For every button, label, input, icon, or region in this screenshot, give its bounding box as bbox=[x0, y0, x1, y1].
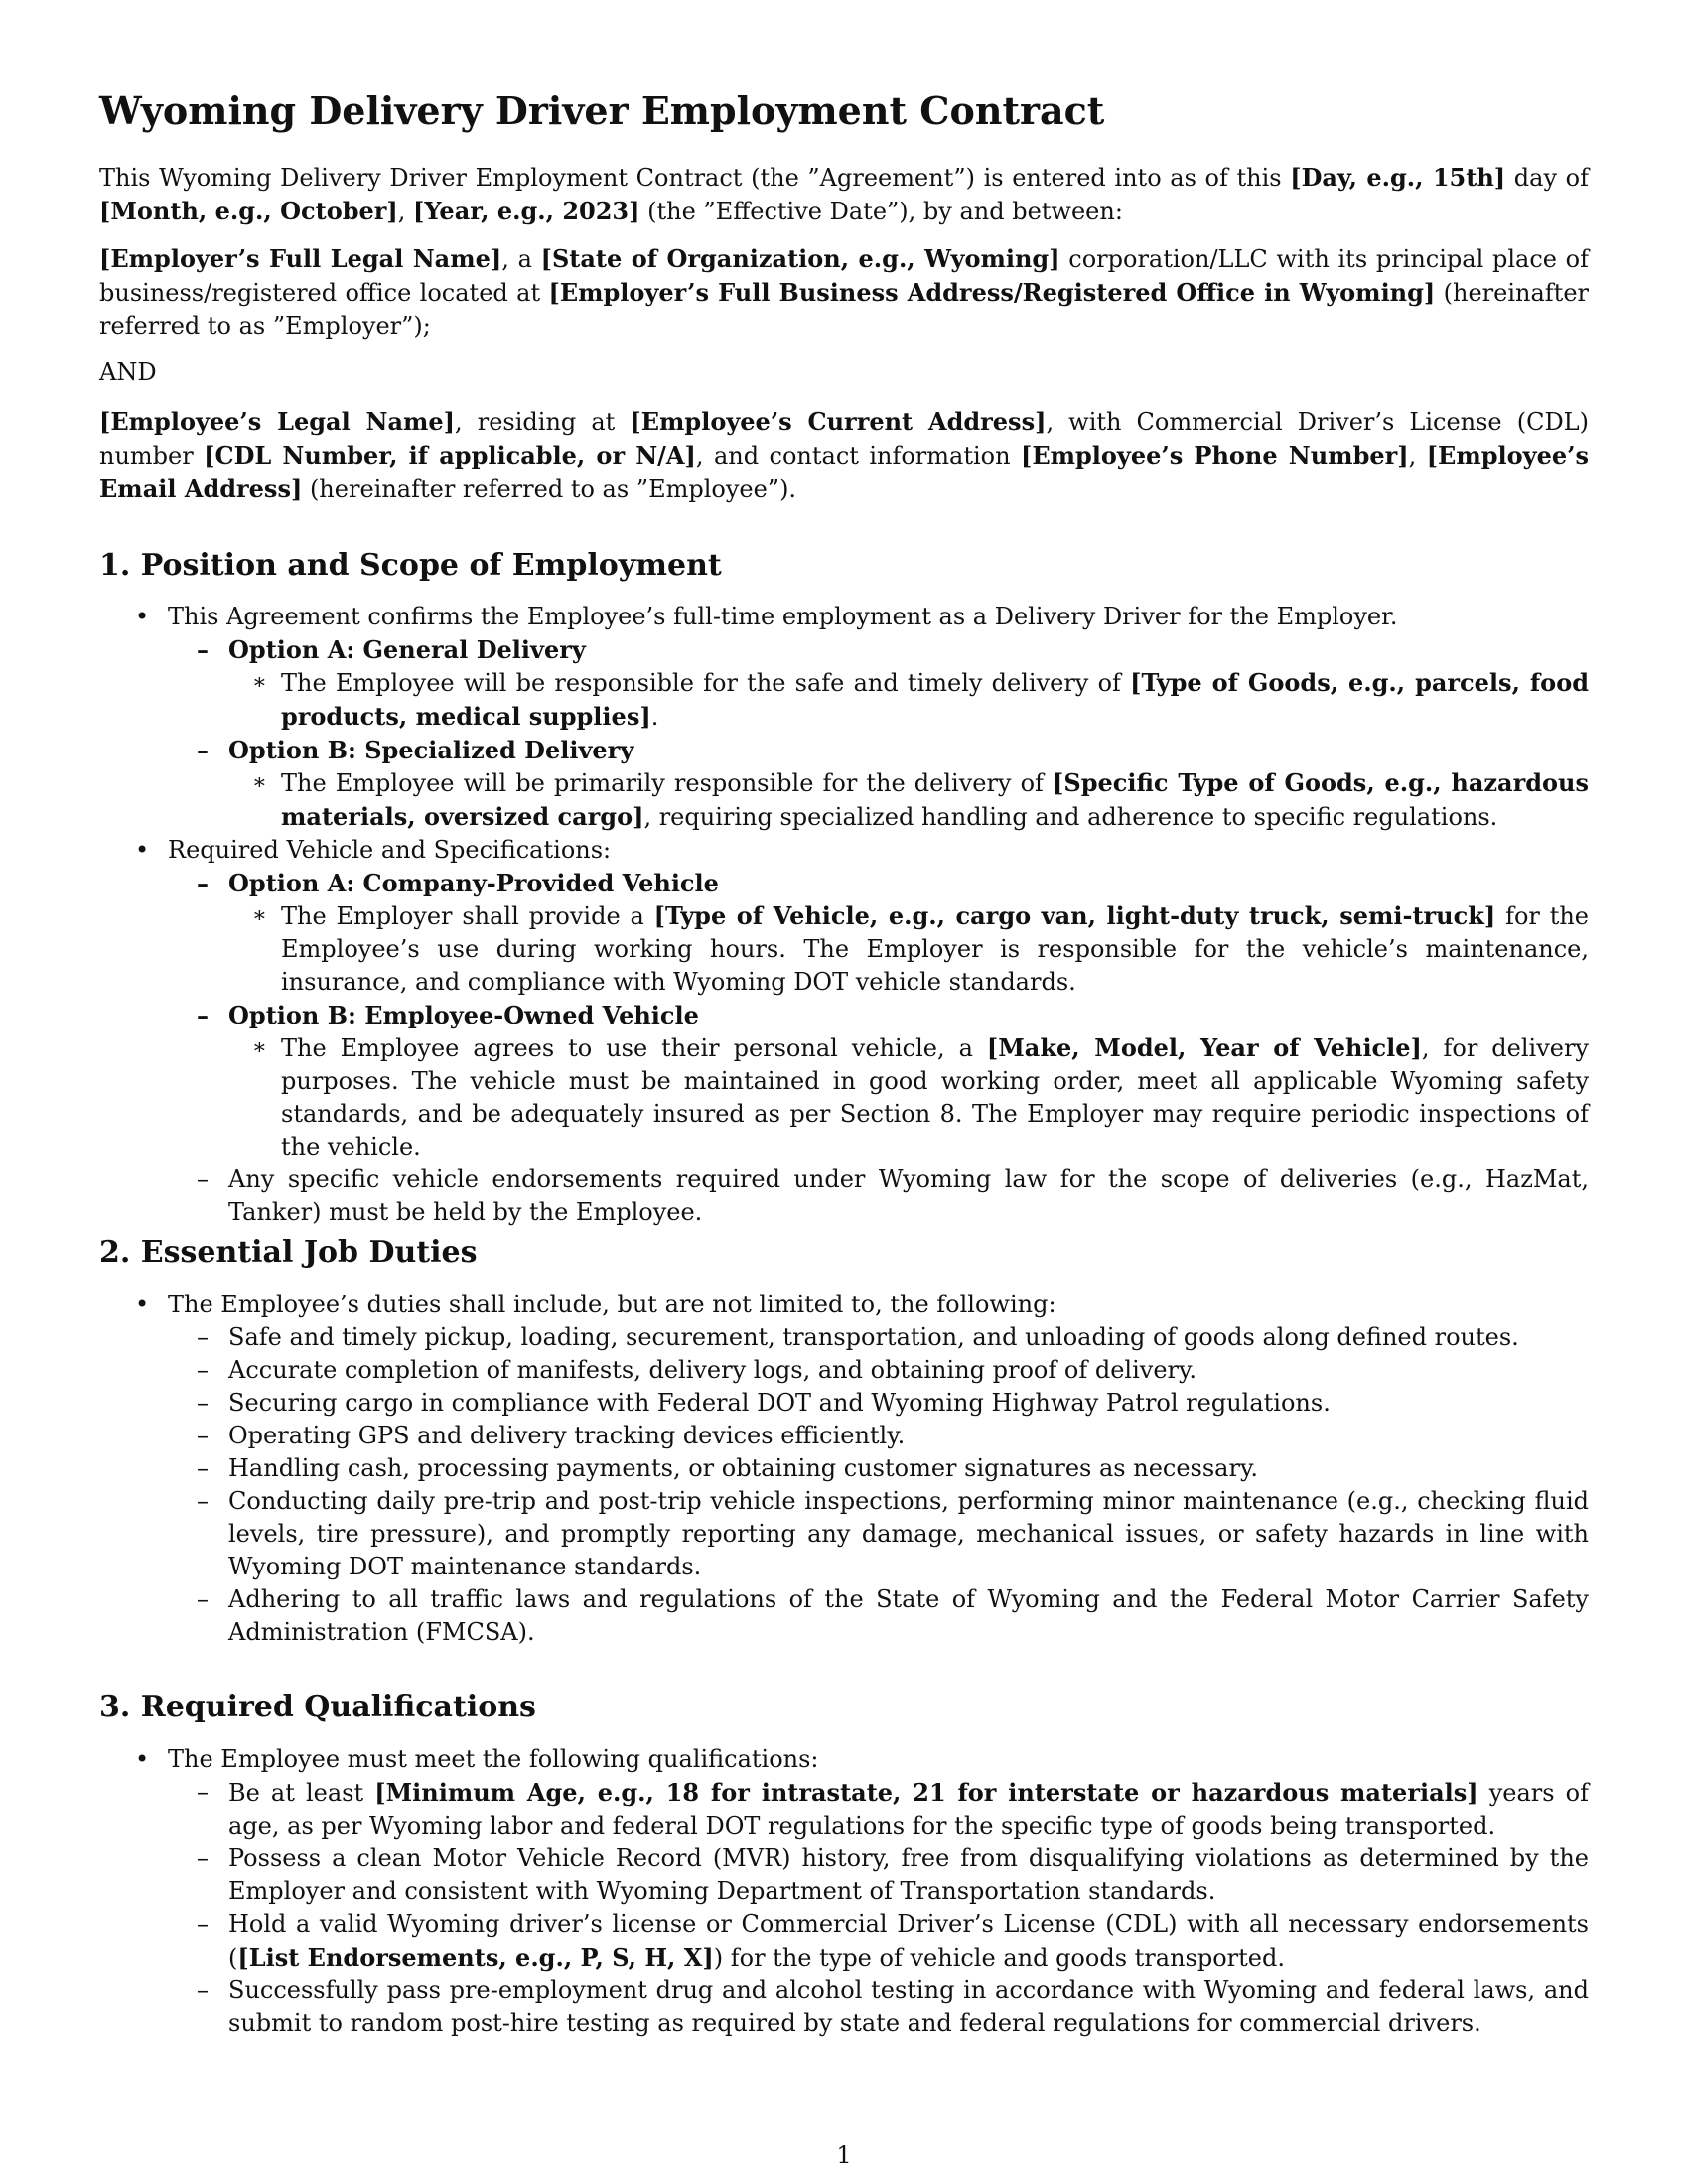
employee-address-field: [Employee’s Current Address] bbox=[630, 407, 1047, 436]
dash-marker: – bbox=[197, 1356, 209, 1384]
intro-paragraph-employee: [Employee’s Legal Name], residing at [Employee’s Current Address], with Commercial Driver’s License (CDL) number [CDL Number, if applicable, or N/A], and contact information [Employee’s Phone Number], [Employee’s Email Address] (hereinafter referred to as ”Employee”). bbox=[99, 407, 1590, 503]
list-item: ∗ The Employee will be primarily responsible for the delivery of [Specific Type of Goods, e.g., hazardous materials, oversized cargo], requiring specialized handling and adherence to specific regulations. bbox=[252, 768, 1589, 831]
bullet-marker: • bbox=[135, 1291, 150, 1318]
document-title: Wyoming Delivery Driver Employment Contract bbox=[99, 88, 1105, 133]
minimum-age-field: [Minimum Age, e.g., 18 for intrastate, 21 for interstate or hazardous materials] bbox=[374, 1778, 1478, 1807]
dash-marker: – bbox=[197, 1585, 209, 1613]
list-item: • The Employee must meet the following qualifications: bbox=[99, 1743, 1589, 1776]
option-b-employee-vehicle: – Option B: Employee-Owned Vehicle bbox=[197, 1001, 699, 1029]
intro-paragraph-employer: [Employer’s Full Legal Name], a [State of Organization, e.g., Wyoming] corporation/LLC with its principal place of business/registered office located at [Employer’s Full Business Address/Registered Office in Wyoming] (hereinafter referred to as ”Employer”); bbox=[99, 244, 1590, 340]
section-heading-position-scope: 1. Position and Scope of Employment bbox=[99, 548, 722, 583]
option-a-company-vehicle: – Option A: Company-Provided Vehicle bbox=[197, 869, 719, 897]
qualification-item: – Possess a clean Motor Vehicle Record (MVR) history, free from disqualifying violations as determined by the Employer and consistent with Wyoming Department of Transportation standards. bbox=[197, 1844, 1589, 1905]
day-field: [Day, e.g., 15th] bbox=[1290, 163, 1506, 192]
qualification-item: – Successfully pass pre-employment drug and alcohol testing in accordance with Wyoming and federal laws, and submit to random post-hire testing as required by state and federal regulations for commercial drivers. bbox=[197, 1977, 1589, 2037]
employee-email-field: [Employee’s Email Address] bbox=[99, 441, 1590, 503]
duty-item: – Accurate completion of manifests, delivery logs, and obtaining proof of delivery. bbox=[99, 1354, 1589, 1387]
intro-paragraph-effective-date: This Wyoming Delivery Driver Employment Contract (the ”Agreement”) is entered into as of this [Day, e.g., 15th] day of [Month, e.g., October], [Year, e.g., 2023] (the ”Effective Date”), by and between: bbox=[99, 163, 1589, 225]
employer-address-field: [Employer’s Full Business Address/Registered Office in Wyoming] bbox=[548, 278, 1436, 307]
dash-marker: – bbox=[197, 1001, 209, 1029]
list-item: ∗ The Employer shall provide a [Type of Vehicle, e.g., cargo van, light-duty truck, semi-truck] for the Employee’s use during working hours. The Employer is responsible for the vehicle’s maintenance, insurance, and compliance with Wyoming DOT vehicle standards. bbox=[252, 901, 1590, 996]
dash-marker: – bbox=[197, 1165, 209, 1193]
section3-list bbox=[99, 1743, 1589, 2040]
bullet-marker: • bbox=[135, 603, 150, 630]
employee-phone-field: [Employee’s Phone Number] bbox=[1020, 441, 1409, 470]
duty-item: – Conducting daily pre-trip and post-trip vehicle inspections, performing minor maintenance (e.g., checking fluid levels, tire pressure), and promptly reporting any damage, mechanical issues, or safety hazards in line with Wyoming DOT maintenance standards. bbox=[197, 1487, 1589, 1580]
list-item: ∗ The Employee agrees to use their personal vehicle, a [Make, Model, Year of Vehicle], for delivery purposes. The vehicle must be maintained in good working order, meet all applicable Wyoming safety standards, and be adequately insured as per Section 8. The Employer may require periodic inspections of the vehicle. bbox=[252, 1033, 1589, 1160]
duty-item: – Handling cash, processing payments, or obtaining customer signatures as necessary. bbox=[99, 1452, 1589, 1485]
dash-marker: – bbox=[197, 1910, 209, 1938]
qualification-item: – Be at least [Minimum Age, e.g., 18 for intrastate, 21 for interstate or hazardous materials] years of age, as per Wyoming labor and federal DOT regulations for the specific type of goods being transported. bbox=[197, 1778, 1590, 1840]
option-a-general-delivery: – Option A: General Delivery bbox=[197, 635, 586, 664]
list-item: • The Employee’s duties shall include, but are not limited to, the following: bbox=[99, 1289, 1589, 1321]
section2-list bbox=[99, 1289, 1589, 1649]
star-marker: ∗ bbox=[252, 670, 267, 695]
type-of-vehicle-field: [Type of Vehicle, e.g., cargo van, light-duty truck, semi-truck] bbox=[653, 901, 1496, 930]
duty-item: – Operating GPS and delivery tracking devices efficiently. bbox=[99, 1420, 1589, 1452]
employer-name-field: [Employer’s Full Legal Name] bbox=[99, 244, 502, 273]
year-field: [Year, e.g., 2023] bbox=[413, 197, 640, 225]
duty-item: – Securing cargo in compliance with Federal DOT and Wyoming Highway Patrol regulations. bbox=[99, 1387, 1589, 1420]
employee-name-field: [Employee’s Legal Name] bbox=[99, 407, 456, 436]
dash-marker: – bbox=[197, 736, 209, 764]
page-number: 1 bbox=[836, 2141, 852, 2169]
list-item: • This Agreement confirms the Employee’s full-time employment as a Delivery Driver for the Employer. bbox=[99, 601, 1589, 633]
dash-marker: – bbox=[197, 1778, 209, 1806]
section-heading-job-duties: 2. Essential Job Duties bbox=[99, 1235, 478, 1270]
list-item: • Required Vehicle and Specifications: bbox=[99, 834, 1589, 867]
bullet-marker: • bbox=[135, 1745, 150, 1773]
star-marker: ∗ bbox=[252, 770, 267, 795]
list-item: ∗ The Employee will be responsible for the safe and timely delivery of [Type of Goods, e.g., parcels, food products, medical supplies]. bbox=[252, 668, 1589, 731]
dash-marker: – bbox=[197, 1389, 209, 1417]
dash-marker: – bbox=[197, 869, 209, 897]
dash-marker: – bbox=[197, 1422, 209, 1449]
duty-item: – Safe and timely pickup, loading, securement, transportation, and unloading of goods along defined routes. bbox=[99, 1321, 1589, 1354]
state-of-organization-field: [State of Organization, e.g., Wyoming] bbox=[540, 244, 1060, 273]
star-marker: ∗ bbox=[252, 1035, 267, 1060]
specific-goods-field: [Specific Type of Goods, e.g., hazardous materials, oversized cargo] bbox=[281, 768, 1589, 831]
month-field: [Month, e.g., October] bbox=[99, 197, 398, 225]
dash-marker: – bbox=[197, 1844, 209, 1872]
option-b-specialized-delivery: – Option B: Specialized Delivery bbox=[197, 736, 634, 764]
dash-marker: – bbox=[197, 1487, 209, 1515]
section1-list bbox=[99, 601, 1589, 1229]
dash-marker: – bbox=[197, 1454, 209, 1482]
endorsements-field: [List Endorsements, e.g., P, S, H, X] bbox=[237, 1943, 714, 1972]
type-of-goods-field: [Type of Goods, e.g., parcels, food products, medical supplies] bbox=[281, 668, 1589, 731]
qualification-item: – Hold a valid Wyoming driver’s license or Commercial Driver’s License (CDL) with all necessary endorsements ([List Endorsements, e.g., P, S, H, X]) for the type of vehicle and goods transported. bbox=[197, 1910, 1589, 1972]
document-page bbox=[99, 0, 1589, 2184]
dash-marker: – bbox=[197, 1323, 209, 1351]
duty-item: – Adhering to all traffic laws and regulations of the State of Wyoming and the Federal Motor Carrier Safety Administration (FMCSA). bbox=[197, 1585, 1589, 1646]
dash-marker: – bbox=[197, 1977, 209, 2004]
section-heading-qualifications: 3. Required Qualifications bbox=[99, 1690, 536, 1724]
cdl-number-field: [CDL Number, if applicable, or N/A] bbox=[204, 441, 696, 470]
bullet-marker: • bbox=[135, 836, 150, 864]
vehicle-make-model-field: [Make, Model, Year of Vehicle] bbox=[986, 1033, 1422, 1062]
star-marker: ∗ bbox=[252, 903, 267, 928]
list-item: – Any specific vehicle endorsements required under Wyoming law for the scope of deliveries (e.g., HazMat, Tanker) must be held by the Employee. bbox=[197, 1165, 1589, 1226]
intro-and: AND bbox=[99, 358, 157, 386]
dash-marker: – bbox=[197, 635, 209, 664]
